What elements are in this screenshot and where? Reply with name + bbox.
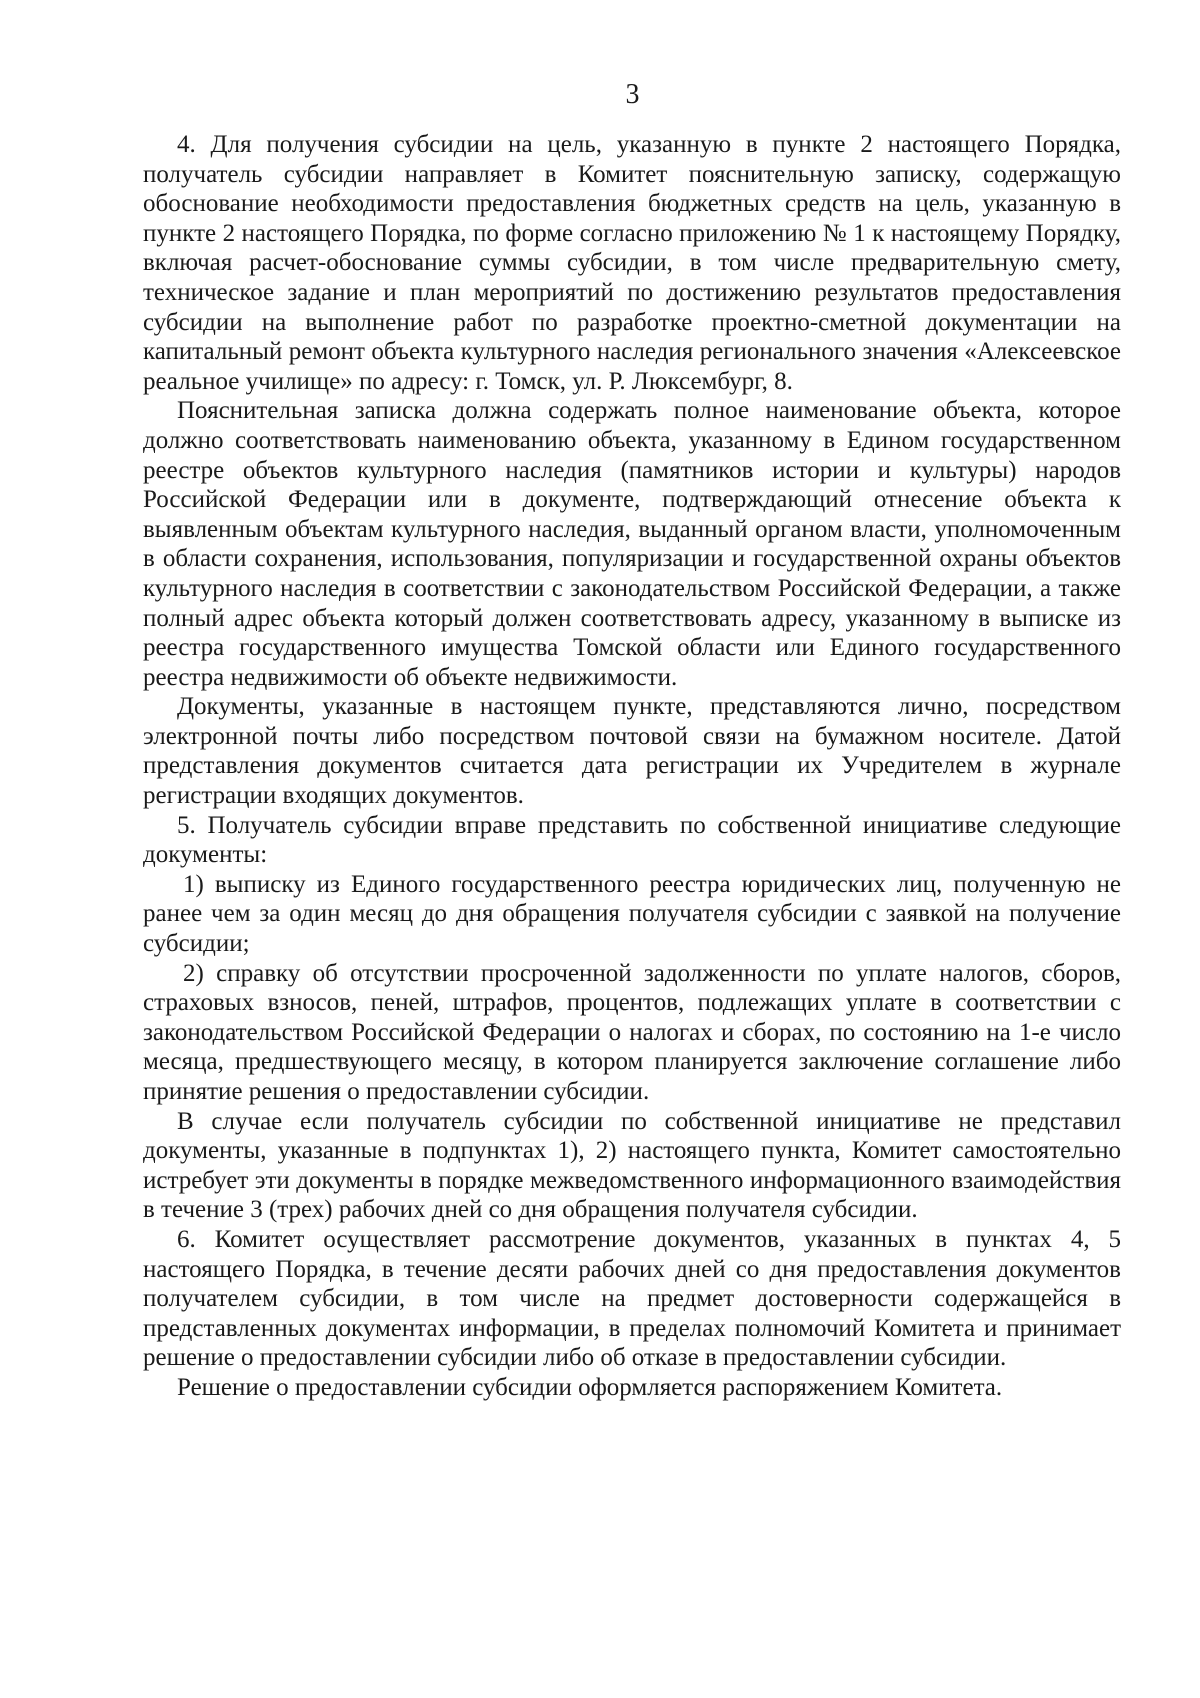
page-number: 3 xyxy=(625,79,640,110)
subitem-1: 1) выписку из Единого государственного реестра юридических лиц, полученную не ранее чем за один месяц до дня обращения получателя субсидии с заявкой на получение субсидии; xyxy=(143,870,1121,958)
paragraph-item-6: 6. Комитет осуществляет рассмотрение документов, указанных в пунктах 4, 5 настоящего Порядка, в течение десяти рабочих дней со дня предоставления документов получателем субсидии, в том числе на предмет достоверности содержащейся в представленных документах информации, в пределах полномочий Комитета и принимает решение о предоставлении субсидии либо об отказе в предоставлении субсидии. xyxy=(143,1225,1121,1372)
paragraph-interagency-request: В случае если получатель субсидии по собственной инициативе не представил документы, указанные в подпунктах 1), 2) настоящего пункта, Комитет самостоятельно истребует эти документы в порядке межведомственного информационного взаимодействия в течение 3 (трех) рабочих дней со дня обращения получателя субсидии. xyxy=(143,1107,1121,1224)
paragraph-documents-submission: Документы, указанные в настоящем пункте, представляются лично, посредством электронной почты либо посредством почтовой связи на бумажном носителе. Датой представления документов считается дата регистрации их Учредителем в журнале регистрации входящих документов. xyxy=(143,693,1121,810)
paragraph-explanatory-note: Пояснительная записка должна содержать полное наименование объекта, которое должно соответствовать наименованию объекта, указанному в Едином государственном реестре объектов культурного наследия (памятников истории и культуры) народов Российской Федерации или в документе, подтверждающий отнесение объекта к выявленным объектам культурного наследия, выданный органом власти, уполномоченным в области сохранения, использования, популяризации и государственной охраны объектов культурного наследия в соответствии с законодательством Российской Федерации, а также полный адрес объекта который должен соответствовать адресу, указанному в выписке из реестра государственного имущества Томской области или Единого государственного реестра недвижимости об объекте недвижимости. xyxy=(143,397,1121,691)
paragraph-decision: Решение о предоставлении субсидии оформляется распоряжением Комитета. xyxy=(177,1373,1003,1401)
paragraph-item-4: 4. Для получения субсидии на цель, указанную в пункте 2 настоящего Порядка, получатель субсидии направляет в Комитет пояснительную записку, содержащую обоснование необходимости предоставления бюджетных средств на цель, указанную в пункте 2 настоящего Порядка, по форме согласно приложению № 1 к настоящему Порядку, включая расчет-обоснование суммы субсидии, в том числе предварительную смету, техническое задание и план мероприятий по достижению результатов предоставления субсидии на выполнение работ по разработке проектно-сметной документации на капитальный ремонт объекта культурного наследия регионального значения «Алексеевское реальное училище» по адресу: г. Томск, ул. Р. Люксембург, 8. xyxy=(143,131,1121,395)
paragraph-item-5: 5. Получатель субсидии вправе представить по собственной инициативе следующие документы: xyxy=(143,811,1121,869)
document-body xyxy=(143,130,1121,1403)
subitem-2: 2) справку об отсутствии просроченной задолженности по уплате налогов, сборов, страховых взносов, пеней, штрафов, процентов, подлежащих уплате в соответствии с законодательством Российской Федерации о налогах и сборах, по состоянию на 1-е число месяца, предшествующего месяцу, в котором планируется заключение соглашение либо принятие решения о предоставлении субсидии. xyxy=(143,959,1121,1105)
